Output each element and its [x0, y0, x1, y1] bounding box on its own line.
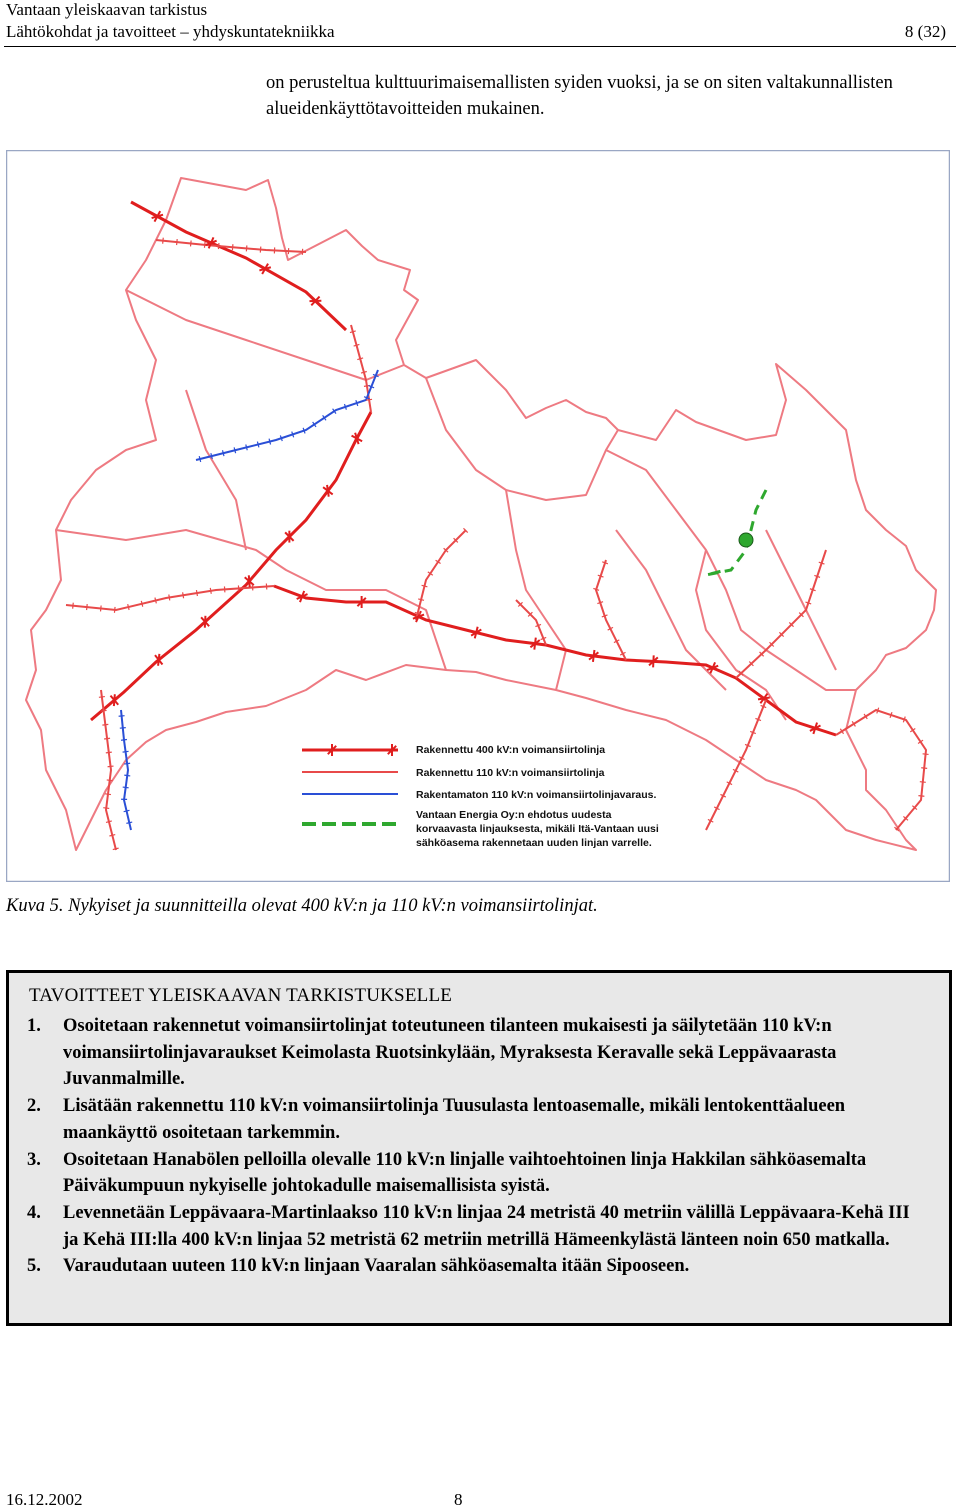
- line-tick: [923, 754, 929, 755]
- line-tick: [87, 604, 88, 610]
- line-tick: [918, 796, 924, 797]
- line-tick: [102, 724, 108, 725]
- goal-text: Levennetään Leppävaara-Martinlaakso 110 kV:n linjaa 24 metristä 40 metriin välillä Leppävaara-Kehä III ja Kehä III:lla 400 kV:n linjaa 52 metristä 62 metriin metrillä Hämeenkylästä länteen noin 650 matkalla.: [63, 1202, 910, 1250]
- legend-label-110kv: Rakennettu 110 kV:n voimansiirtolinja: [416, 767, 605, 779]
- goal-item: [27, 1147, 927, 1200]
- goal-number: 2.: [27, 1096, 41, 1117]
- document-title: Vantaan yleiskaavan tarkistus: [6, 0, 208, 19]
- line-tick: [120, 728, 126, 729]
- legend-label-400kv: Rakennettu 400 kV:n voimansiirtolinja: [416, 744, 606, 756]
- line-tick: [114, 607, 115, 613]
- legend-label-reserve: Rakentamaton 110 kV:n voimansiirtolinjavaraus.: [416, 789, 657, 801]
- line-tick: [124, 775, 130, 776]
- legend-proposal-line: sähköasema rakennetaan uuden linjan varrelle.: [416, 837, 652, 849]
- substations: [739, 533, 753, 547]
- line-tick: [205, 616, 206, 628]
- page-counter: 8 (32): [904, 22, 946, 41]
- line-tick: [73, 603, 74, 609]
- header-divider: [4, 46, 956, 47]
- line-tick: [103, 808, 109, 809]
- goal-item: [27, 1093, 927, 1146]
- line-tick: [158, 654, 159, 666]
- document-subtitle: Lähtökohdat ja tavoitteet – yhdyskuntatekniikka: [6, 22, 335, 41]
- legend-proposal-line: korvaavasta linjauksesta, mikäli Itä-Vantaan uusi: [416, 823, 659, 835]
- line-tick: [104, 738, 110, 739]
- line-tick: [114, 694, 115, 706]
- goals-title: TAVOITTEET YLEISKAAVAN TARKISTUKSELLE: [29, 985, 453, 1006]
- line-tick: [124, 763, 130, 764]
- intro-paragraph: on perusteltua kulttuurimaisemallisten syiden vuoksi, ja se on siten valtakunnallisten alueidenkäyttötavoitteiden mukainen.: [266, 73, 893, 119]
- line-tick: [107, 780, 113, 781]
- line-tick: [920, 782, 926, 783]
- goals-list: [27, 1013, 927, 1280]
- power-line-map: [6, 150, 950, 882]
- goal-number: 1.: [27, 1016, 41, 1036]
- goal-text: Lisätään rakennettu 110 kV:n voimansiirtolinja Tuusulasta lentoasemalle, mikäli lentokenttäalueen maankäyttö osoitetaan tarkemmin.: [63, 1096, 846, 1143]
- line-tick: [921, 768, 927, 769]
- line-tick: [249, 575, 250, 587]
- line-tick: [204, 242, 205, 248]
- line-tick: [101, 710, 107, 711]
- goal-text: Osoitetaan rakennetut voimansiirtolinjat toteutuneen tilanteen mukaisesti ja säilytetään 110 kV:n voimansiirtolinjavaraukset Keimolasta Ruotsinkylään, Myraksesta Keravalle sekä Leppävaarasta Juvanmalmille.: [63, 1016, 837, 1090]
- goals-box: [6, 970, 952, 1326]
- line-tick: [106, 752, 112, 753]
- goal-number: 3.: [27, 1149, 41, 1170]
- goal-number: 4.: [27, 1202, 41, 1223]
- line-tick: [177, 239, 178, 245]
- goal-text: Osoitetaan Hanabölen pelloilla olevalle 110 kV:n linjalle vaihtoehtoinen linja Hakkilan sähköasemalta Päiväkumpuun nykyiselle johtokadulle maisemallisista syistä.: [63, 1149, 867, 1197]
- goal-item: [27, 1013, 927, 1093]
- footer-page-number: 8: [454, 1490, 463, 1509]
- footer-date: 16.12.2002: [6, 1490, 83, 1509]
- substation-marker: [739, 533, 753, 547]
- goal-item: [27, 1200, 927, 1253]
- line-tick: [123, 787, 129, 788]
- goal-number: 5.: [27, 1256, 41, 1277]
- line-tick: [101, 605, 102, 611]
- line-tick: [105, 794, 111, 795]
- goal-text: Varaudutaan uuteen 110 kV:n linjaan Vaaralan sähköasemalta itään Sipooseen.: [63, 1256, 690, 1277]
- line-tick: [119, 716, 125, 717]
- figure-caption: Kuva 5. Nykyiset ja suunnitteilla olevat 400 kV:n ja 110 kV:n voimansiirtolinjat.: [6, 896, 598, 916]
- line-tick: [191, 240, 192, 246]
- line-tick: [123, 751, 129, 752]
- line-tick: [99, 697, 105, 698]
- line-tick: [163, 238, 164, 244]
- line-tick: [121, 739, 127, 740]
- line-tick: [108, 766, 114, 767]
- map-canvas: [6, 150, 950, 882]
- legend-proposal-line: Vantaan Energia Oy:n ehdotus uudesta: [416, 809, 612, 821]
- goal-item: [27, 1253, 927, 1280]
